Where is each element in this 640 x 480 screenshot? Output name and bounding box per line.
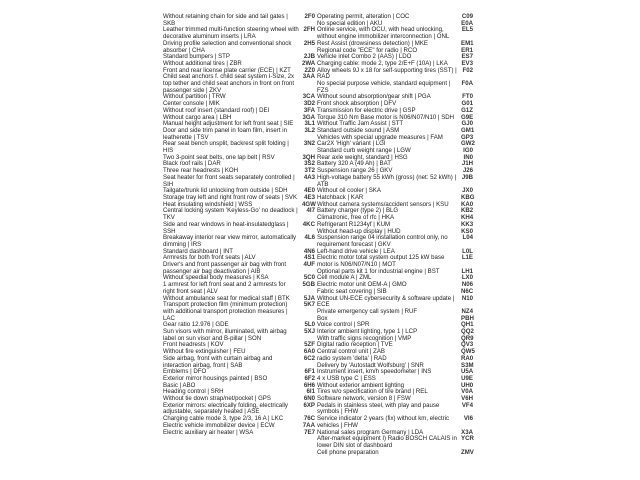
left-equipment-row (163, 222, 315, 235)
equipment-description: Private emergency call system | RUF (317, 307, 418, 315)
equipment-code: V0A (461, 388, 473, 396)
equipment-description: Rear seat bench unsplit, backrest split folding | HIS (163, 140, 289, 155)
equipment-code: 3FA (303, 106, 315, 114)
equipment-description: Tires w/o specification of tire brand | REL (317, 388, 428, 396)
equipment-code: 4A3 (303, 173, 315, 181)
equipment-description: Without cargo area | LBH (163, 113, 232, 121)
equipment-code: QV3 (461, 341, 474, 349)
equipment-code: KH4 (461, 214, 474, 222)
equipment-description: Child seat anchors f. child seat system I-Size, 2x top tether and child seat anchors in front on front passenger side | ZKV (163, 73, 295, 94)
equipment-description: Front shock absorption | DFV (317, 100, 397, 108)
equipment-description: Charging cable: mode 2, type 2/E+F (10A) | LKA (317, 59, 448, 67)
equipment-description: No special purpose vehicle, standard equipment | FZS (317, 80, 451, 94)
equipment-description: Two 3-point seat belts, one lap belt | RSV (163, 153, 275, 161)
equipment-description: Door and side trim panel in foam film, insert in leatherette | TSV (163, 126, 287, 141)
equipment-description: Without tie down strap/net/pocket | GPS (163, 395, 271, 403)
equipment-description: No special edition | AKU (317, 19, 383, 27)
equipment-description: Emblems | DFO (163, 368, 207, 376)
equipment-code: 4I7 (306, 207, 315, 215)
equipment-code: 4L6 (304, 234, 315, 242)
equipment-description: Sun visors with mirror, illuminated, with airbag label on sun visor and B-pillar | SON (163, 328, 287, 342)
left-equipment-row (163, 262, 315, 275)
equipment-description: Charging cable mode 3, type 2/3, 16 A | LKC (163, 415, 284, 423)
equipment-description: Driver's and front passenger air bag with front passenger air bag deactivation | AIB (163, 261, 287, 275)
equipment-description: Without ambulance seat for medical staff | BTK (163, 294, 290, 302)
equipment-description: Heat insulating windshield | WSS (163, 200, 253, 208)
equipment-code: 6A0 (303, 348, 315, 356)
equipment-description: Center console | MIK (163, 100, 220, 108)
left-equipment-row (163, 430, 315, 437)
equipment-code: FT0 (462, 93, 473, 101)
equipment-description: Voice control | SPR (317, 321, 370, 329)
equipment-code: KS0 (461, 227, 473, 235)
equipment-description: Rest Assist (drowsiness detection) | MKE (317, 39, 428, 47)
equipment-description: Storage tray left and right front row of seats | SVK (163, 193, 298, 201)
left-equipment-row (163, 235, 315, 248)
equipment-code: 5JA (303, 294, 315, 302)
equipment-description: Service indicator 2 years (fix) without km, electric vehicles | FHW (317, 415, 450, 429)
equipment-code: GJ0 (461, 120, 473, 128)
equipment-description: 4 x USB type C | ESS (317, 374, 376, 382)
equipment-description: Armrests for both front seats | ALV (163, 254, 256, 262)
equipment-code: E0A (461, 19, 473, 27)
equipment-code: KBG (461, 193, 475, 201)
equipment-description: Leather trimmed multi-function steering wheel with decorative aluminum inserts | LRA (163, 26, 299, 41)
equipment-code: C09 (461, 13, 473, 20)
equipment-code: IN0 (463, 153, 473, 161)
equipment-description: Electric vehicle immobilizer device | ECW (163, 421, 275, 429)
equipment-description: Breakaway interior rear view mirror, automatically dimming | IRS (163, 234, 297, 248)
equipment-code: S3M (461, 361, 474, 369)
equipment-description: Battery 320 A (49 Ah) | BAT (317, 160, 391, 168)
left-equipment-row (163, 282, 315, 295)
equipment-description: Software network, version 8 | FSW (317, 395, 411, 403)
equipment-code: J26 (462, 167, 473, 175)
equipment-code: J1H (461, 160, 473, 168)
equipment-description: Refrigerant R1234yf | KUM (317, 220, 391, 228)
equipment-code: 6F2 (304, 374, 315, 382)
equipment-code: 3CA (302, 93, 315, 101)
equipment-description: Regional code "ECE" for radio | RCO (317, 46, 418, 54)
right-equipment-row (317, 68, 473, 81)
equipment-code: 5ZF (304, 341, 315, 349)
equipment-code: F0A (461, 80, 473, 88)
equipment-code: V6H (461, 395, 473, 403)
equipment-code: ZMV (461, 448, 474, 456)
left-equipment-row (163, 74, 315, 94)
equipment-code: GM1 (461, 126, 475, 134)
equipment-code: 4E3 (304, 193, 315, 201)
equipment-description: Without roof insert (standard roof) | DEI (163, 106, 270, 114)
equipment-code: ER1 (461, 46, 473, 54)
equipment-description: Three rear headrests | KOH (163, 167, 239, 175)
equipment-code: KB2 (461, 207, 474, 215)
left-equipment-row (163, 356, 315, 369)
equipment-description: Without camera systems/accident sensors | KSU (317, 200, 449, 208)
right-equipment-row (317, 450, 473, 457)
equipment-description: Cell phone preparation (317, 448, 379, 456)
equipment-description: Box (317, 314, 328, 322)
equipment-description: Without retaining chain for side and tail gates | SKB (163, 13, 288, 27)
equipment-description: National sales program Germany | LDA (317, 428, 424, 436)
right-equipment-row (317, 175, 473, 188)
equipment-code: RA0 (461, 354, 474, 362)
equipment-description: Transmission for electric drive | GSP (317, 106, 416, 114)
equipment-description: Central control unit | ZAB (317, 348, 385, 356)
left-equipment-row (163, 403, 315, 416)
equipment-description: Side airbag, front with curtain airbag and interaction airbag, front | SAB (163, 354, 273, 369)
equipment-code: QR9 (461, 334, 474, 342)
equipment-description: Hatchback | KAR (317, 193, 364, 201)
equipment-description: Without Traffic Jam Assist | STT (317, 120, 404, 128)
equipment-description: Instrument insert, km/h speedometer | INS (317, 368, 432, 376)
equipment-code: 7E7 (304, 428, 315, 436)
equipment-code: 4E0 (304, 187, 315, 195)
equipment-description: After-market equipment I) Radio BOSCH CALAIS in lower DIN slot of dashboard (317, 435, 457, 449)
equipment-code: 3N2 (303, 140, 315, 148)
equipment-code: 6F1 (304, 368, 315, 376)
left-equipment-row (163, 141, 315, 154)
equipment-code: 3L1 (304, 120, 315, 128)
right-equipment-row (317, 235, 473, 248)
left-equipment-row (163, 329, 315, 342)
equipment-code: 3GA (302, 113, 315, 121)
equipment-code: QW5 (461, 348, 475, 356)
equipment-code: QH1 (461, 321, 474, 329)
equipment-code: VI6 (463, 415, 473, 423)
equipment-code: JX0 (462, 187, 473, 195)
equipment-description: Without speedial body measures | KSA (163, 274, 269, 282)
equipment-description: Digital radio reception | TVE (317, 341, 393, 349)
equipment-code: 5K7 (303, 301, 315, 309)
equipment-code: NZ4 (461, 307, 473, 315)
equipment-code: 4S1 (304, 254, 315, 262)
equipment-description: With traffic signs recognition | VMP (317, 334, 412, 342)
equipment-description: Front and rear license plate carrier (ECE) | KZT (163, 66, 291, 74)
equipment-description: Rear axle weight, standard | HSG (317, 153, 408, 161)
equipment-description: High-voltage battery 55 kWh (gross) (net: 52 kWh) | ATB (317, 173, 457, 188)
left-equipment-row (163, 14, 315, 27)
equipment-code: GW2 (461, 140, 475, 148)
equipment-code: ES7 (461, 53, 473, 61)
equipment-description: Without fire extinguisher | FEU (163, 348, 246, 356)
equipment-description: Optional parts kit 1 for industrial engine | BST (317, 267, 440, 275)
equipment-description: Pedals in stainless steel, with play and pause symbols | FHW (317, 401, 440, 416)
equipment-code: 2H5 (303, 39, 315, 47)
equipment-code: N6C (461, 287, 474, 295)
equipment-code: KA0 (461, 200, 474, 208)
equipment-description: Driving profile selection and conventional shock absorber | CHA (163, 39, 292, 54)
equipment-code: F02 (462, 66, 473, 74)
equipment-code: 2Z0 (304, 66, 315, 74)
equipment-description: Online service, with OCU, with head unlocking, without engine immobilizer interconnection | ONL (317, 26, 450, 41)
equipment-code: 4UF (303, 261, 315, 269)
equipment-description: Manual height adjustment for left front seat | SIE (163, 120, 294, 128)
equipment-code: QQ2 (461, 328, 474, 336)
equipment-code: UH0 (461, 381, 474, 389)
equipment-description: Interior ambient lighting, type 1 | LCP (317, 328, 418, 336)
equipment-description: Transport protection film (minimum protection) with additional transport protection measures | LAC (163, 301, 288, 322)
equipment-description: Operating permit, alteration | COC (317, 13, 410, 20)
equipment-code: 4KC (302, 220, 315, 228)
equipment-code: 4GW (302, 200, 316, 208)
right-equipment-row (317, 81, 473, 94)
equipment-description: Standard dashboard | INT (163, 247, 234, 255)
equipment-code: 5GB (302, 281, 315, 289)
equipment-code: LH1 (461, 267, 473, 275)
equipment-code: GP3 (461, 133, 474, 141)
equipment-code: 5L0 (304, 321, 315, 329)
equipment-code: G1Z (461, 106, 473, 114)
left-equipment-row (163, 175, 315, 188)
equipment-code: IG0 (463, 147, 473, 155)
equipment-description: Electric motor total system output 125 kW base motor is N06/N07/N10 | MOT (317, 254, 445, 269)
equipment-code: U9E (461, 374, 473, 382)
right-equipment-row (317, 296, 473, 309)
right-equipment-row (317, 27, 473, 40)
equipment-code: 2F0 (304, 13, 315, 20)
equipment-description: Vehicles with special upgrade measures | FAM (317, 133, 443, 141)
left-column (163, 14, 315, 436)
equipment-description: Front headrests | KOV (163, 341, 224, 349)
equipment-description: Without UN-ECE cybersecurity & software update | ECE (317, 294, 455, 309)
equipment-code: 3D2 (303, 100, 315, 108)
equipment-code: 3QH (302, 153, 315, 161)
equipment-code: 2JB (303, 53, 315, 61)
equipment-code: 5C0 (303, 274, 315, 282)
equipment-code: 7AA (302, 421, 315, 429)
equipment-code: G9E (461, 113, 474, 121)
equipment-description: radio system 'delta' | RAD (317, 354, 387, 362)
equipment-code: J9B (461, 173, 473, 181)
equipment-code: 6H6 (303, 381, 315, 389)
equipment-code: N06 (461, 281, 473, 289)
equipment-code: 3L2 (304, 126, 315, 134)
equipment-description: Standard curb weight range | LGW (317, 147, 411, 155)
equipment-code: L1E (461, 254, 473, 262)
right-equipment-row (317, 403, 473, 416)
equipment-code: VF4 (461, 401, 473, 409)
equipment-code: YCR (461, 435, 474, 443)
equipment-code: 3S2 (304, 160, 315, 168)
equipment-code: LX0 (461, 274, 473, 282)
equipment-description: Basic | ABO (163, 381, 196, 389)
equipment-description: Without sound absorption/gear shift | PGA (317, 93, 431, 101)
equipment-description: Battery charger (type 2) | BLG (317, 207, 399, 215)
left-equipment-row (163, 128, 315, 141)
equipment-description: Without exterior ambient lighting (317, 381, 405, 389)
equipment-description: 1 armrest for left front seat and 2 armrests for right front seat | ALV (163, 281, 286, 295)
equipment-description: Car2X 'High' variant | LGI (317, 140, 386, 148)
equipment-description: Exterior mirror housings painted | BSO (163, 374, 268, 382)
right-equipment-row (317, 436, 473, 449)
equipment-description: Fabric seat covering | SIB (317, 287, 387, 295)
equipment-code: 6C2 (303, 354, 315, 362)
right-equipment-row (317, 255, 473, 268)
equipment-description: Cell module A | ZML (317, 274, 372, 282)
equipment-description: Black roof rails | DAR (163, 160, 221, 168)
equipment-code: 2FH (303, 26, 315, 34)
equipment-code: KK3 (461, 220, 474, 228)
equipment-code: G01 (461, 100, 473, 108)
equipment-description: Electric motor unit OEM-A | GMO (317, 281, 407, 289)
equipment-code: 5XJ (304, 328, 315, 336)
equipment-description: Standard outside sound | ASM (317, 126, 400, 134)
equipment-description: Without additional tires | ZBR (163, 59, 242, 67)
equipment-code: 6I1 (306, 388, 315, 396)
equipment-description: Heading control | SRH (163, 388, 224, 396)
equipment-description: Vehicle inlet Combo 2 (AAS) | LDO (317, 53, 412, 61)
equipment-code: 2WA (302, 59, 316, 67)
equipment-code: 4N6 (303, 247, 315, 255)
right-column (317, 14, 473, 456)
equipment-code: 6N0 (303, 395, 315, 403)
equipment-description: Torque 310 Nm Base motor is N06/N07/N10 | SDH (317, 113, 455, 121)
equipment-code: 3AA (302, 73, 315, 81)
equipment-code: 6XP (303, 401, 315, 409)
equipment-description: Suspension range 04 installation control only, no requirement forecast | GKV (317, 234, 448, 248)
equipment-description: Left-hand drive vehicle | LEA (317, 247, 395, 255)
equipment-code: L04 (462, 234, 473, 242)
equipment-description: Climatronic, free of rfc | HKA (317, 214, 395, 222)
left-equipment-row (163, 27, 315, 40)
left-equipment-row (163, 302, 315, 322)
equipment-code: L0L (462, 247, 473, 255)
equipment-description: Delivery by 'Autostadt Wolfsburg' | SNR (317, 361, 424, 369)
left-equipment-row (163, 41, 315, 54)
equipment-code: X3A (461, 428, 473, 436)
left-equipment-row (163, 208, 315, 221)
equipment-description: Without oil cooler | SKA (317, 187, 381, 195)
equipment-code: PBH (461, 314, 474, 322)
equipment-description: Seat heater for front seats separately controlled | SIH (163, 173, 295, 188)
equipment-code: EV3 (461, 59, 473, 67)
equipment-code: N10 (461, 294, 473, 302)
equipment-description: Suspension range 26 | GKV (317, 167, 393, 175)
equipment-description: Gear ratio 12.976 | GDE (163, 321, 229, 329)
equipment-description: Central locking system 'Keyless-Go' no deadlock | TKV (163, 207, 298, 222)
equipment-description: Exterior mirrors: electrically folding, electrically adjustable, separately heated | ASE (163, 401, 288, 416)
right-equipment-row (317, 309, 473, 316)
equipment-description: Side and rear windows in heat-insulatedglass | SSH (163, 220, 289, 235)
equipment-code: 76C (303, 415, 315, 423)
equipment-code: 3T2 (304, 167, 315, 175)
right-equipment-row (317, 416, 473, 429)
equipment-description: Alloy wheels 9J x 18 for self-supporting tires (SST) | RAD (317, 66, 457, 81)
equipment-description: Without head-up display | HUD (317, 227, 401, 235)
equipment-code: EM1 (461, 39, 474, 47)
equipment-description: Electric auxiliary air heater | WSA (163, 428, 254, 436)
equipment-code: EL5 (461, 26, 473, 34)
equipment-description: Tailgate/trunk lid unlocking from outside | SDH (163, 187, 288, 195)
equipment-description: Without partition | TRW (163, 93, 226, 101)
equipment-description: Standard bumpers | STP (163, 53, 230, 61)
equipment-code: U5A (461, 368, 474, 376)
